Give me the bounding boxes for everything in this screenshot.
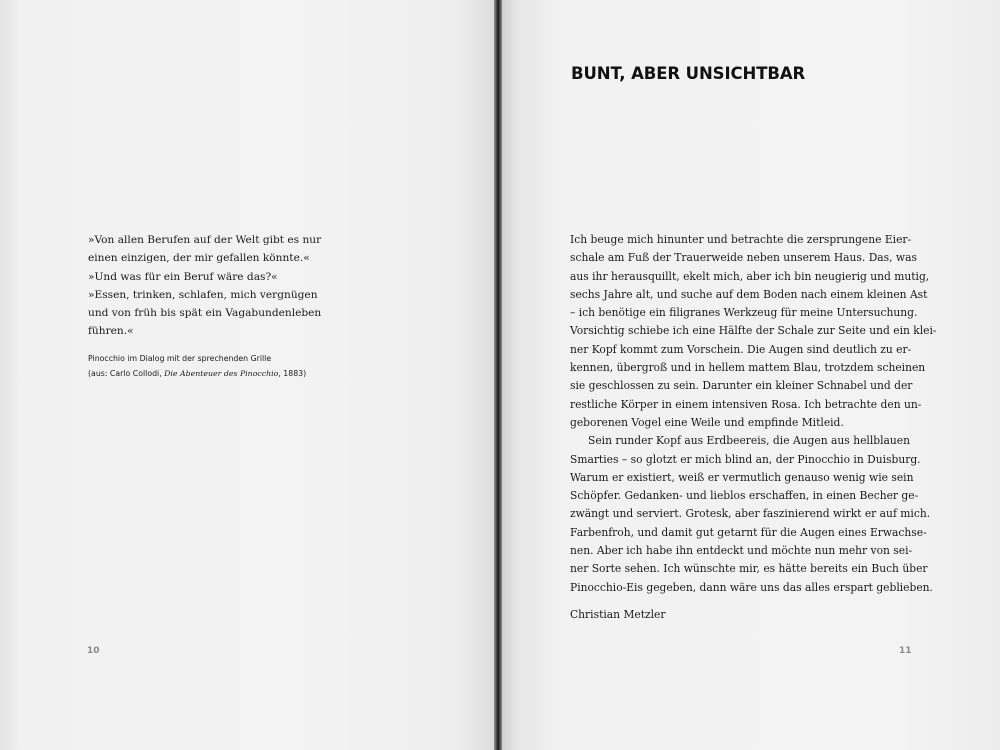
body-line: Smarties – so glotzt er mich blind an, der Pinocchio in Duisburg. xyxy=(570,452,921,466)
body-line: aus ihr herausquillt, ekelt mich, aber ich bin neugierig und mutig, xyxy=(570,269,930,283)
body-line: nen. Aber ich habe ihn entdeckt und möchte nun mehr von sei- xyxy=(570,544,913,558)
author-name: Christian Metzler xyxy=(570,608,666,621)
left-page xyxy=(0,0,496,750)
body-line: sie geschlossen zu sein. Darunter ein kleiner Schnabel und der xyxy=(570,379,913,393)
epigraph-line: »Essen, trinken, schlafen, mich vergnügen xyxy=(88,288,318,301)
source-suffix: , 1883) xyxy=(278,368,307,378)
body-line: schale am Fuß der Trauerweide neben unserem Haus. Das, was xyxy=(570,251,917,265)
body-line: – ich benötige ein filigranes Werkzeug für meine Untersuchung. xyxy=(570,306,918,320)
epigraph-quote xyxy=(88,231,328,341)
chapter-title: BUNT, ABER UNSICHTBAR xyxy=(571,64,806,83)
body-line: Ich beuge mich hinunter und betrachte die zersprungene Eier- xyxy=(570,233,912,246)
body-line: restliche Körper in einem intensiven Rosa. Ich betrachte den un- xyxy=(570,397,922,411)
epigraph-source xyxy=(88,352,388,381)
body-line: zwängt und serviert. Grotesk, aber faszinierend wirkt er auf mich. xyxy=(570,507,931,521)
body-line: ner Kopf kommt zum Vorschein. Die Augen sind deutlich zu er- xyxy=(570,342,912,356)
body-line: kennen, übergroß und in hellem mattem Blau, trotzdem scheinen xyxy=(570,361,926,375)
body-line: ner Sorte sehen. Ich wünschte mir, es hätte bereits ein Buch über xyxy=(570,562,928,576)
body-line: Sein runder Kopf aus Erdbeereis, die Augen aus hellblauen xyxy=(588,434,910,448)
body-line: Vorsichtig schiebe ich eine Hälfte der Schale zur Seite und ein klei- xyxy=(570,324,937,338)
epigraph-line: und von früh bis spät ein Vagabundenleben xyxy=(88,307,322,320)
body-line: Pinocchio-Eis gegeben, dann wäre uns das alles erspart geblieben. xyxy=(570,580,933,594)
body-line: sechs Jahre alt, und suche auf dem Boden nach einem kleinen Ast xyxy=(570,287,928,301)
epigraph-line: führen.« xyxy=(88,325,134,338)
epigraph-line: »Und was für ein Beruf wäre das?« xyxy=(88,270,278,283)
page-number-right: 11 xyxy=(899,646,912,656)
source-book-title: Die Abenteuer des Pinocchio xyxy=(164,368,279,378)
epigraph-line: »Von allen Berufen auf der Welt gibt es nur xyxy=(88,234,322,246)
body-line: Warum er existiert, weiß er vermutlich genauso wenig wie sein xyxy=(570,470,914,484)
body-line: Farbenfroh, und damit gut getarnt für die Augen eines Erwachse- xyxy=(570,525,927,539)
source-line-2 xyxy=(88,367,388,382)
body-line: geborenen Vogel eine Weile und empfinde Mitleid. xyxy=(570,415,844,429)
book-spine xyxy=(494,0,502,750)
body-line: Schöpfer. Gedanken- und lieblos erschaffen, in einen Becher ge- xyxy=(570,489,919,503)
source-prefix: (aus: Carlo Collodi, xyxy=(88,368,165,378)
source-line-1: Pinocchio im Dialog mit der sprechenden Grille xyxy=(88,354,272,363)
body-text xyxy=(570,231,937,597)
page-number-left: 10 xyxy=(87,646,100,656)
epigraph-line: einen einzigen, der mir gefallen könnte.« xyxy=(88,252,310,265)
